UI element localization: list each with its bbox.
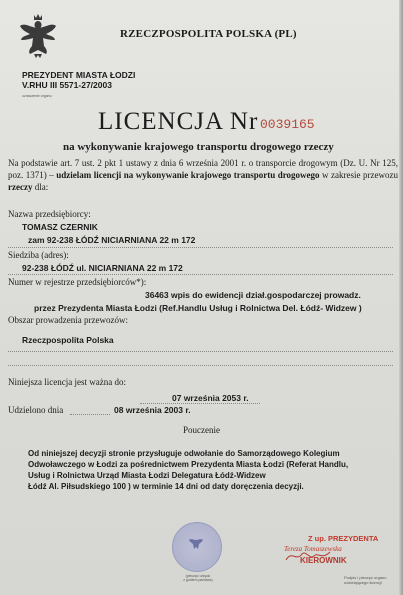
notice-line2: Odwoławczego w Łodzi za pośrednictwem Prezydenta Miasta Łodzi (Referat Handlu, [28, 460, 349, 469]
validity-date: 07 września 2053 r. [172, 393, 249, 403]
signature-role: Z up. PREZYDENTA [308, 534, 379, 543]
registry-line2: przez Prezydenta Miasta Łodzi (Ref.Handlu Usług i Rolnictwa Del. Łódź- Widzew ) [34, 303, 362, 313]
area-value: Rzeczpospolita Polska [22, 335, 114, 345]
issued-label: Udzielono dnia [8, 405, 64, 415]
signature-note [344, 575, 403, 585]
signature-title: KIEROWNIK [300, 556, 347, 565]
divider [70, 414, 110, 415]
notice-line3: Usług i Rolnictwa Urząd Miasta Łodzi Delegatura Łódź-Widzew [28, 471, 266, 480]
document-title: LICENCJA Nr [98, 108, 259, 135]
divider [140, 403, 260, 404]
seal-caption [178, 574, 218, 582]
signature-name: Tereza Tomaszewska [284, 545, 342, 553]
issuer-reference: V.RHU III 5571-27/2003 [22, 80, 112, 90]
divider [8, 365, 393, 366]
registry-label: Numer w rejestrze przedsiębiorców*): [8, 277, 147, 287]
divider [8, 274, 393, 275]
validity-label: Niniejsza licencja jest ważna do: [8, 377, 126, 387]
company-name-label: Nazwa przedsiębiorcy: [8, 209, 91, 219]
notice-line4: Łódź Al. Piłsudskiego 100 ) w terminie 14 dni od daty doręczenia decyzji. [28, 482, 304, 491]
issued-value: 08 września 2003 r. [114, 405, 191, 415]
signature-note-line1: Podpis i pieczęć organu [344, 575, 387, 580]
seal-caption-line2: z godłem państwa) [183, 578, 213, 582]
polish-eagle-emblem [18, 12, 58, 60]
legal-basis-paragraph [8, 157, 398, 193]
stamp-eagle-icon [188, 537, 204, 553]
company-name-line2: zam 92-238 ŁÓDŹ NICIARNIANA 22 m 172 [28, 235, 196, 245]
legal-text-d: rzeczy [8, 182, 33, 192]
issuer-name: PREZYDENT MIASTA ŁODZI [22, 70, 136, 80]
divider [8, 247, 393, 248]
notice-heading: Pouczenie [183, 425, 220, 435]
legal-text-b: udzielam licencji na wykonywanie krajowego transportu drogowego [56, 170, 320, 180]
country-heading: RZECZPOSPOLITA POLSKA (PL) [120, 28, 297, 40]
legal-text-e: dla: [32, 182, 49, 192]
company-name-line1: TOMASZ CZERNIK [22, 222, 98, 232]
seal-caption-line1: (pieczęć urzędu [185, 574, 211, 578]
page-edge [399, 0, 403, 595]
seat-label: Siedziba (adres): [8, 250, 69, 260]
license-number: 0039165 [260, 117, 315, 132]
area-label: Obszar prowadzenia przewozów: [8, 315, 128, 325]
notice-line1: Od niniejszej decyzji stronie przysługuje odwołanie do Samorządowego Kolegium [28, 449, 340, 458]
document-subtitle: na wykonywanie krajowego transportu drogowego rzeczy [63, 141, 334, 153]
legal-text-c: w zakresie przewozu [319, 170, 398, 180]
legal-text-a: Na podstawie art. 7 ust. 2 pkt 1 ustawy z dnia 6 września 2001 r. o transporcie drogowym (Dz. U. Nr 125, poz. 1371) – [8, 158, 398, 180]
divider [8, 351, 393, 352]
signature-note-line2: udzielającego licencji [344, 580, 382, 585]
registry-line1: 36463 wpis do ewidencji dział.gospodarczej prowadz. [145, 290, 361, 300]
seat-value: 92-238 ŁÓDŹ ul. NICIARNIANA 22 m 172 [22, 263, 183, 273]
organ-caption: oznaczenie organu [22, 94, 52, 98]
